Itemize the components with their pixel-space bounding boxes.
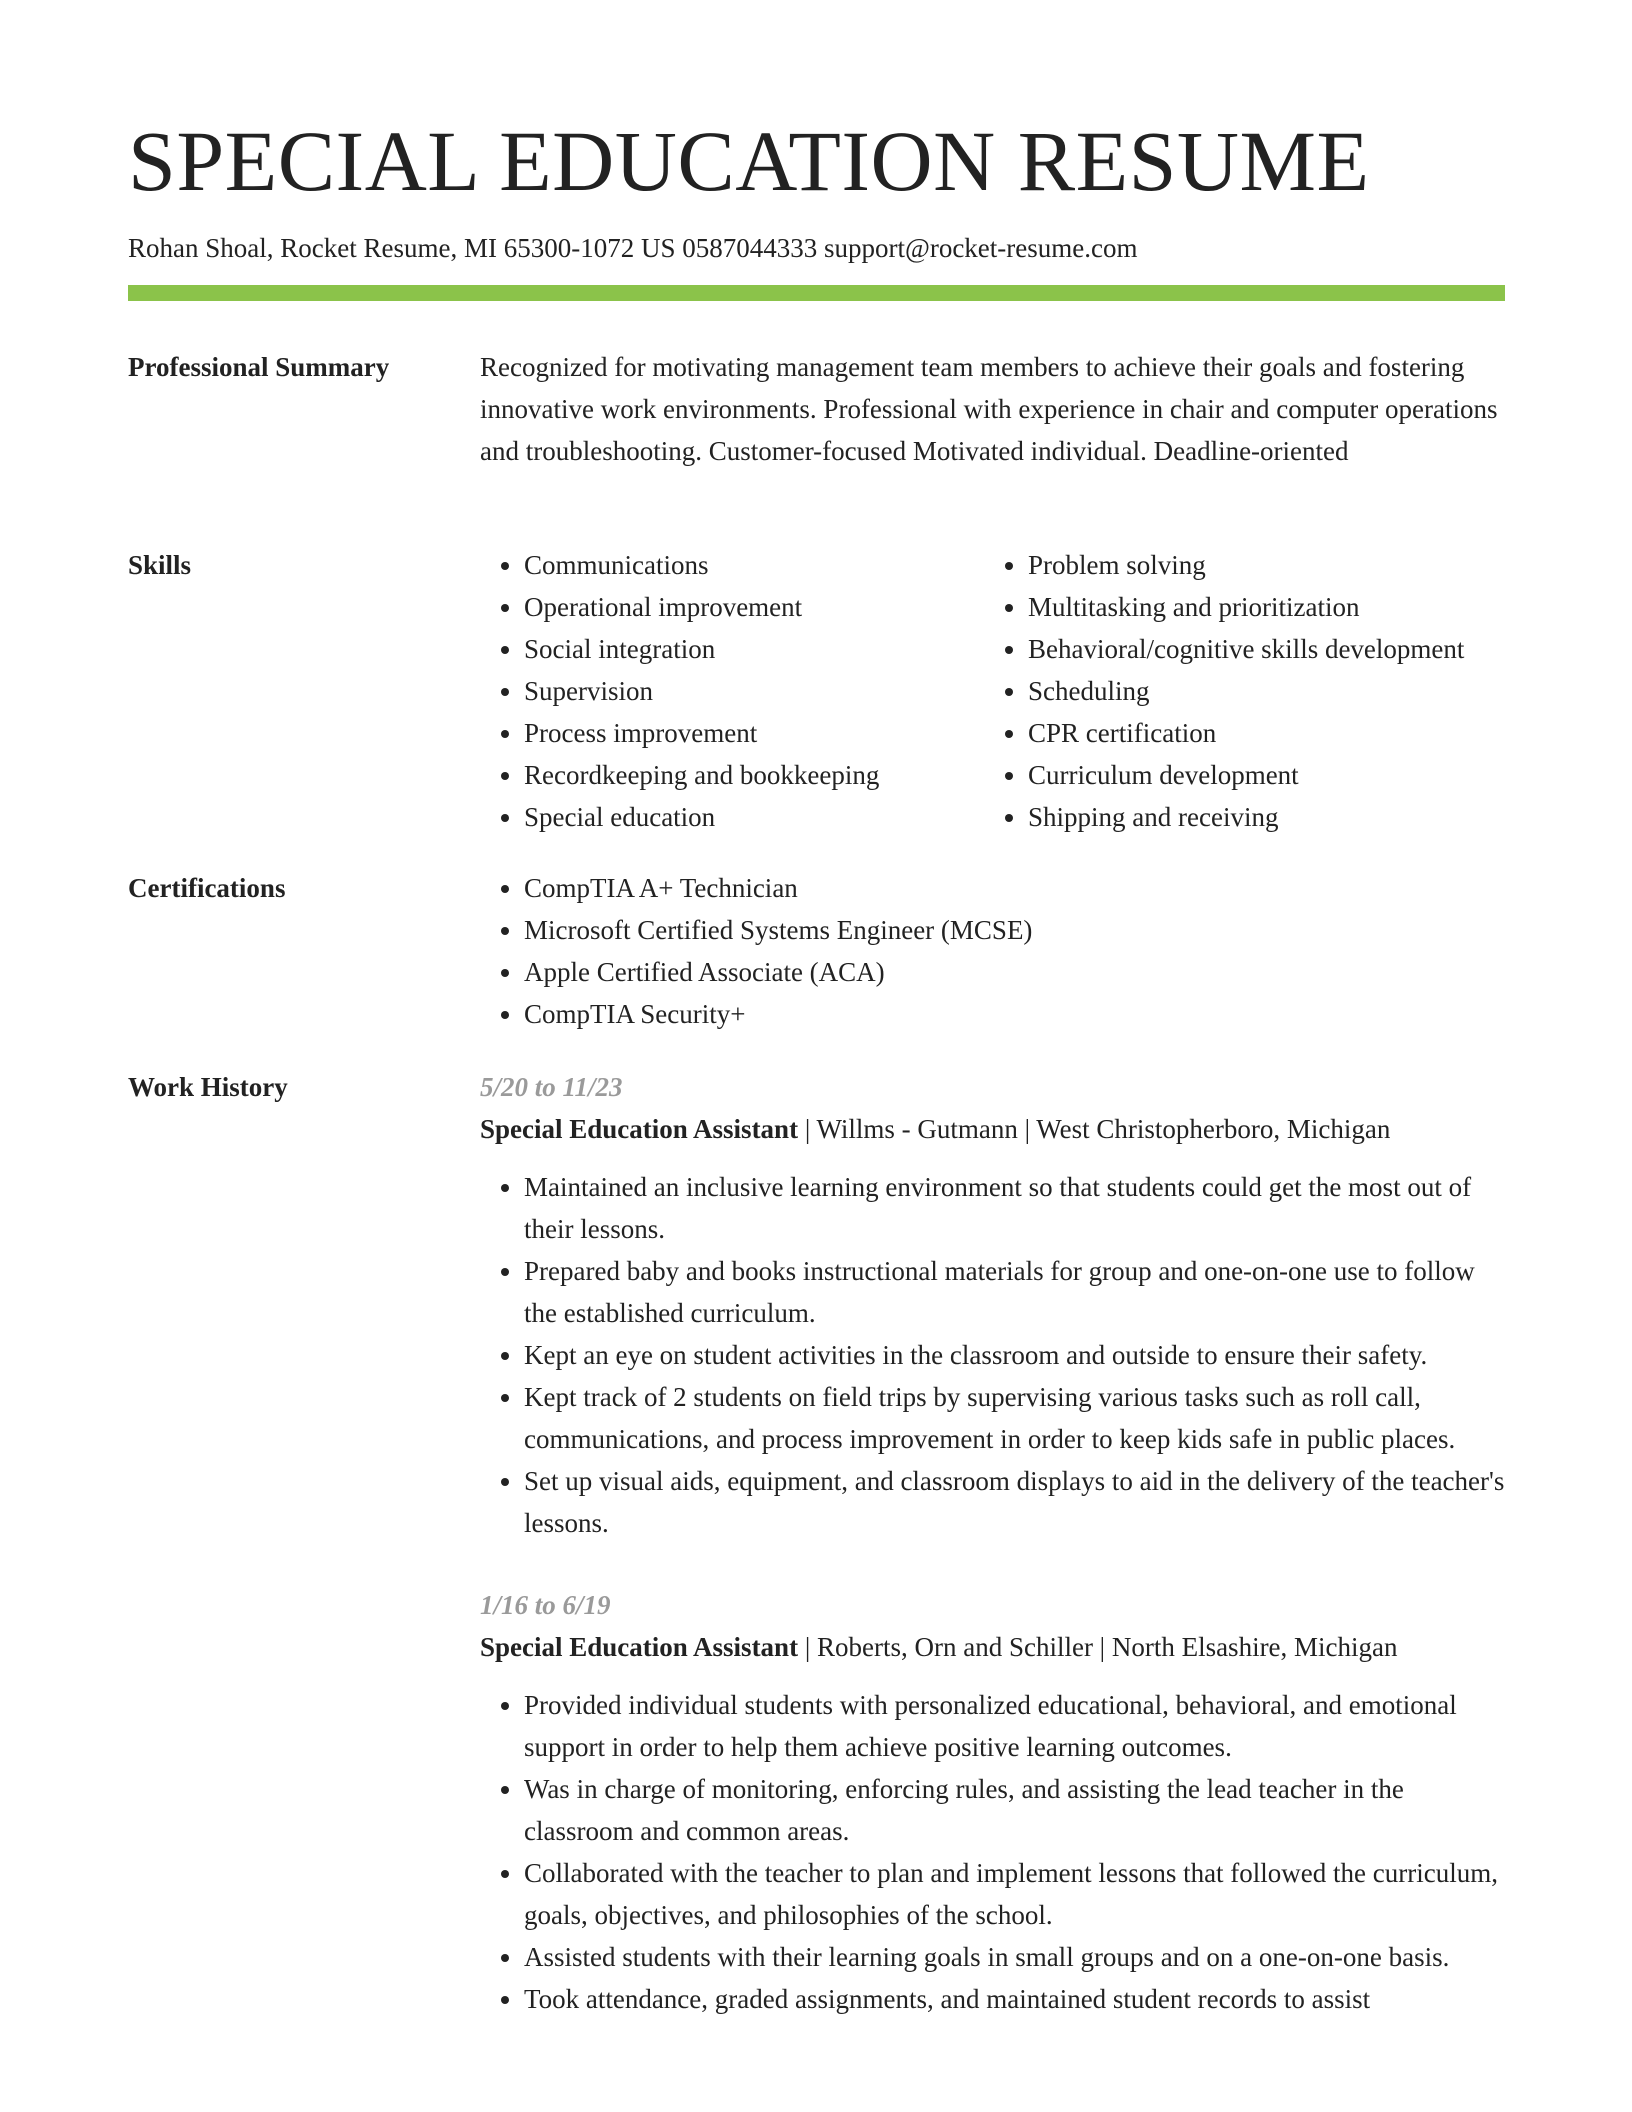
skill-item: • Communications bbox=[524, 544, 984, 586]
certifications-body bbox=[480, 867, 1505, 1035]
skill-item: • Curriculum development bbox=[1028, 754, 1488, 796]
skill-item: • Multitasking and prioritization bbox=[1028, 586, 1488, 628]
job-bullets bbox=[480, 1684, 1505, 2020]
summary-label: Professional Summary bbox=[128, 352, 390, 382]
job-dates: 1/16 to 6/19 bbox=[480, 1590, 611, 1620]
certification-item: • CompTIA A+ Technician bbox=[524, 867, 1505, 909]
certification-item: • Microsoft Certified Systems Engineer (MCSE) bbox=[524, 909, 1505, 951]
job-bullet: • Prepared baby and books instructional materials for group and one-on-one use to follow the established curriculum. bbox=[524, 1250, 1505, 1334]
job-dates: 5/20 to 11/23 bbox=[480, 1072, 623, 1102]
certification-item: • Apple Certified Associate (ACA) bbox=[524, 951, 1505, 993]
job-bullet: • Was in charge of monitoring, enforcing rules, and assisting the lead teacher in the classroom and common areas. bbox=[524, 1768, 1505, 1852]
job-bullet: • Kept track of 2 students on field trips by supervising various tasks such as roll call, communications, and process improvement in order to keep kids safe in public places. bbox=[524, 1376, 1505, 1460]
resume-title: SPECIAL EDUCATION RESUME bbox=[128, 113, 1370, 209]
skill-item: • Problem solving bbox=[1028, 544, 1488, 586]
job-employer-location: | Willms - Gutmann | West Christopherboro, Michigan bbox=[798, 1114, 1391, 1144]
job-heading bbox=[480, 1626, 1505, 1668]
skill-item: • Social integration bbox=[524, 628, 984, 670]
job-bullet: • Assisted students with their learning goals in small groups and on a one-on-one basis. bbox=[524, 1936, 1505, 1978]
job-bullet: • Provided individual students with personalized educational, behavioral, and emotional support in order to help them achieve positive learning outcomes. bbox=[524, 1684, 1505, 1768]
job-bullet: • Collaborated with the teacher to plan and implement lessons that followed the curriculum, goals, objectives, and philosophies of the school. bbox=[524, 1852, 1505, 1936]
skill-item: • Process improvement bbox=[524, 712, 984, 754]
header-divider bbox=[128, 285, 1505, 301]
work-history-body bbox=[480, 1066, 1505, 2020]
certifications-list bbox=[480, 867, 1505, 1035]
skill-item: • Special education bbox=[524, 796, 984, 838]
skills-label: Skills bbox=[128, 550, 192, 580]
job-bullet: • Took attendance, graded assignments, and maintained student records to assist bbox=[524, 1978, 1505, 2020]
job-employer-location: | Roberts, Orn and Schiller | North Elsashire, Michigan bbox=[798, 1632, 1398, 1662]
job-bullets bbox=[480, 1166, 1505, 1544]
job-entry bbox=[480, 1066, 1505, 1544]
job-heading bbox=[480, 1108, 1505, 1150]
contact-line: Rohan Shoal, Rocket Resume, MI 65300-1072 US 0587044333 support@rocket-resume.com bbox=[128, 233, 1138, 263]
skill-item: • CPR certification bbox=[1028, 712, 1488, 754]
job-bullet: • Maintained an inclusive learning environment so that students could get the most out of their lessons. bbox=[524, 1166, 1505, 1250]
skills-column-1 bbox=[480, 544, 984, 838]
work-history-label: Work History bbox=[128, 1072, 288, 1102]
job-entry bbox=[480, 1584, 1505, 2020]
skill-item: • Scheduling bbox=[1028, 670, 1488, 712]
job-bullet: • Set up visual aids, equipment, and classroom displays to aid in the delivery of the teacher's lessons. bbox=[524, 1460, 1505, 1544]
skills-column-2 bbox=[984, 544, 1488, 838]
job-bullet: • Kept an eye on student activities in the classroom and outside to ensure their safety. bbox=[524, 1334, 1505, 1376]
certification-item: • CompTIA Security+ bbox=[524, 993, 1505, 1035]
skills-body bbox=[480, 544, 1505, 838]
job-title: Special Education Assistant bbox=[480, 1114, 799, 1144]
skill-item: • Supervision bbox=[524, 670, 984, 712]
certifications-label: Certifications bbox=[128, 873, 286, 903]
skill-item: • Operational improvement bbox=[524, 586, 984, 628]
skill-item: • Recordkeeping and bookkeeping bbox=[524, 754, 984, 796]
job-title: Special Education Assistant bbox=[480, 1632, 799, 1662]
summary-text: Recognized for motivating management team members to achieve their goals and fostering innovative work environments. Professional with experience in chair and computer operations and troubleshooting. Customer-focused Motivated individual. Deadline-oriented bbox=[480, 352, 1498, 466]
skill-item: • Behavioral/cognitive skills development bbox=[1028, 628, 1488, 670]
skill-item: • Shipping and receiving bbox=[1028, 796, 1488, 838]
